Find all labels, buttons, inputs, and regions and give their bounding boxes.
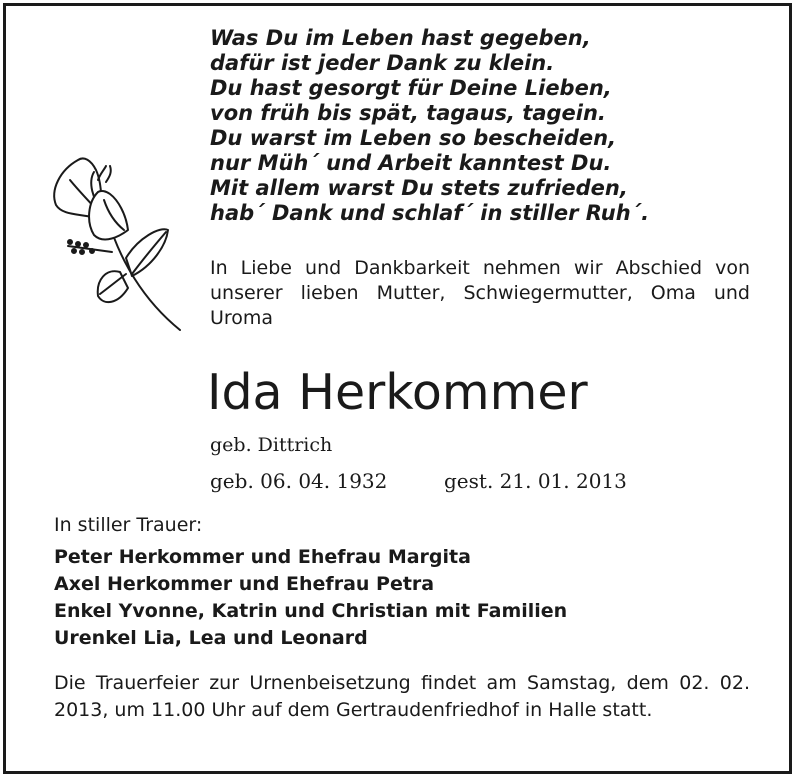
life-dates [210,468,627,494]
maiden-name: geb. Dittrich [210,434,333,456]
death-date: gest. 21. 01. 2013 [444,469,627,493]
family-list [54,544,567,652]
poem-line: Du warst im Leben so bescheiden, [210,126,617,150]
family-member: Urenkel Lia, Lea und Leonard [54,627,368,649]
poem-line: von früh bis spät, tagaus, tagein. [210,101,606,125]
deceased-name: Ida Herkommer [207,364,588,421]
calla-lily-icon [48,150,188,335]
mourning-label: In stiller Trauer: [54,514,203,536]
poem-line: Mit allem warst Du stets zufrieden, [210,176,628,200]
poem-line: Was Du im Leben hast gegeben, [210,26,591,50]
family-member: Peter Herkommer und Ehefrau Margita [54,546,471,568]
poem-line: Du hast gesorgt für Deine Lieben, [210,76,612,100]
farewell-intro: In Liebe und Dankbarkeit nehmen wir Abschied von unserer lieben Mutter, Schwiegermutter, Oma und Uroma [210,257,750,329]
family-member: Enkel Yvonne, Katrin und Christian mit Familien [54,600,568,622]
poem-line: dafür ist jeder Dank zu klein. [210,51,555,75]
family-member: Axel Herkommer und Ehefrau Petra [54,573,435,595]
ceremony-info: Die Trauerfeier zur Urnenbeisetzung findet am Samstag, dem 02. 02. 2013, um 11.00 Uhr auf dem Gertraudenfriedhof in Halle statt. [54,672,750,721]
poem [210,26,649,226]
birth-date: geb. 06. 04. 1932 [210,469,388,493]
poem-line: nur Müh´ und Arbeit kanntest Du. [210,151,612,175]
poem-line: hab´ Dank und schlaf´ in stiller Ruh´. [210,201,650,225]
